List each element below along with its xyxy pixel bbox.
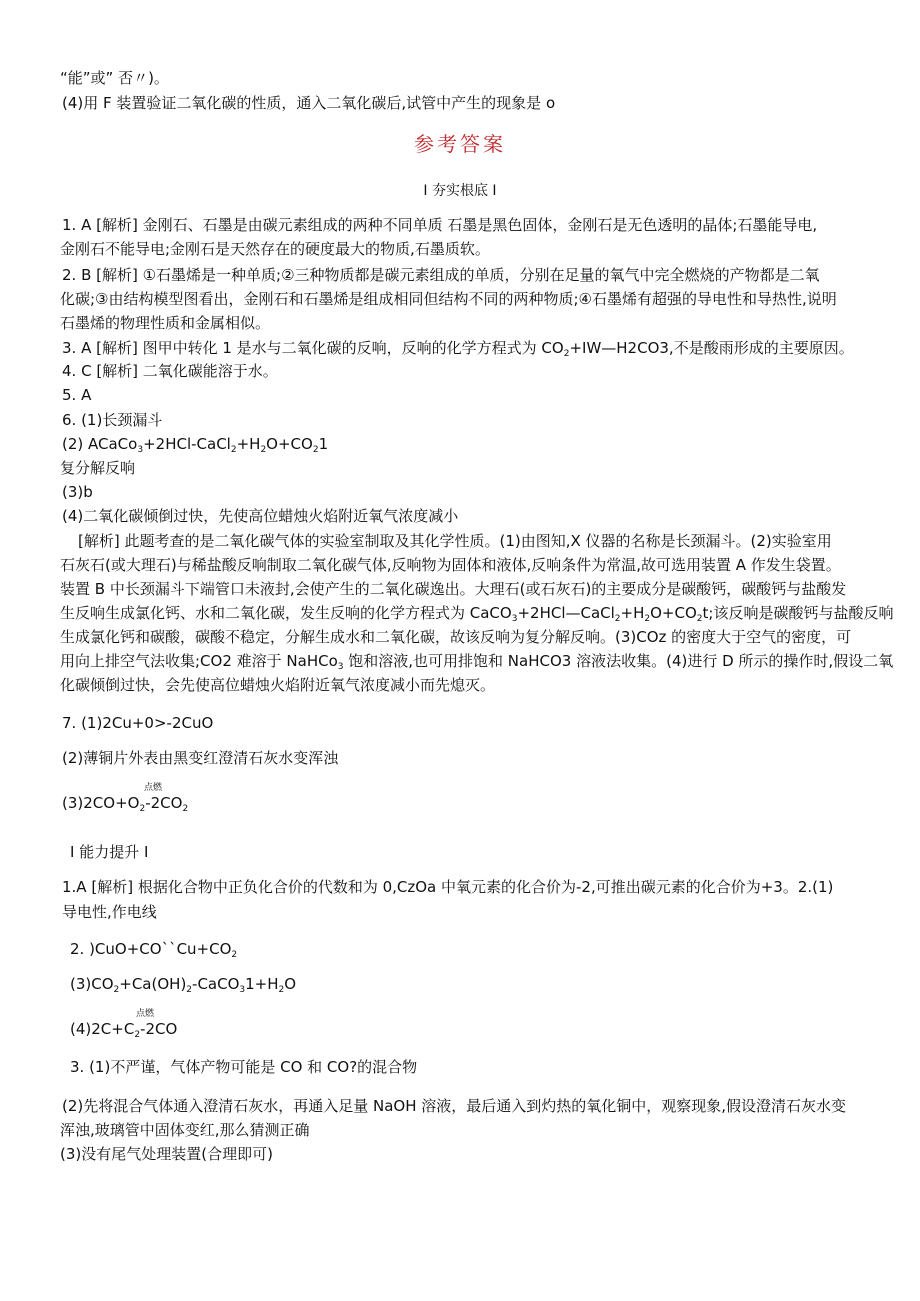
answer-3: 3. A [解析] 图甲中转化 1 是水与二氧化碳的反响，反响的化学方程式为 $CO_2+IW—H2CO3$,不是酸雨形成的主要原因。 bbox=[62, 339, 854, 359]
equation: (2) $ACaCo_3+2HCl-CaCl_2+H_2O+CO_21$ bbox=[62, 435, 329, 455]
section-heading: I 夯实根底 I bbox=[423, 183, 497, 199]
equation: $(3)CO_2+Ca(OH)_2-CaCO_31+H_2O$ bbox=[70, 975, 297, 995]
text-line: (2)先将混合气体通入澄清石灰水，再通入足量 NaOH 溶液，最后通入到灼热的氧化铜中，观察现象,假设澄清石灰水变 bbox=[62, 1097, 847, 1115]
text-line: 石墨烯的物理性质和金属相似。 bbox=[60, 314, 271, 332]
text-line: (4)用 F 装置验证二氧化碳的性质，通入二氧化碳后,试管中产生的现象是 o bbox=[62, 94, 556, 112]
answer-p3: 3. (1)不严谨，气体产物可能是 CO 和 CO?的混合物 bbox=[70, 1058, 418, 1076]
text-line: 导电性,作电线 bbox=[62, 903, 157, 921]
text-line: 浑浊,玻璃管中固体变红,那么猜测正确 bbox=[60, 1121, 310, 1139]
text-line: 石灰石(或大理石)与稀盐酸反响制取二氧化碳气体,反响物为固体和液体,反响条件为常温,故可选用装置 A 作发生袋置。 bbox=[60, 556, 841, 574]
text-line: 化碳;③由结构模型图看出，金刚石和石墨烯是组成相同但结构不同的两种物质;④石墨烯有超强的导电性和导热性,说明 bbox=[60, 290, 837, 308]
section-heading: I 能力提升 I bbox=[70, 843, 149, 861]
text-line: 生反响生成氯化钙、水和二氧化碳，发生反响的化学方程式为 $CaCO_3+2HCl—CaCl_2+H_2O+CO_2t$;该反响是碳酸钙与盐酸反响 bbox=[60, 604, 894, 624]
equation: 2. )$CuO+CO``Cu+CO_2$ bbox=[70, 940, 238, 960]
explanation: [解析] 此题考查的是二氧化碳气体的实验室制取及其化学性质。(1)由图知,X 仪器的名称是长颈漏斗。(2)实验室用 bbox=[78, 532, 832, 550]
text-line: 生成氯化钙和碳酸，碳酸不稳定，分解生成水和二氧化碳，故该反响为复分解反响。(3)COz 的密度大于空气的密度，可 bbox=[60, 628, 852, 646]
text-line: “能”或” 否〃)。 bbox=[60, 69, 169, 87]
text-line: (4)二氧化碳倾倒过快，先使高位蜡烛火焰附近氧气浓度减小 bbox=[62, 507, 459, 525]
text-line: 用向上排空气法收集;CO2 难溶于 NaHCo$_3$ 饱和溶液,也可用排饱和 NaHCO3 溶液法收集。(4)进行 D 所示的操作时,假设二氧 bbox=[60, 652, 894, 672]
text-line: 复分解反响 bbox=[60, 459, 136, 477]
answer-7: 7. (1)2Cu+0>-2CuO bbox=[62, 714, 214, 732]
text-line: 化碳倾倒过快，会先使高位蜡烛火焰附近氧气浓度减小而先熄灭。 bbox=[60, 676, 496, 694]
text-line: (3)没有尾气处理装置(合理即可) bbox=[60, 1145, 273, 1163]
answer-4: 4. C [解析] 二氧化碳能溶于水。 bbox=[62, 362, 278, 380]
answer-p1: 1.A [解析] 根据化合物中正负化合价的代数和为 0,CzOa 中氧元素的化合价为-2,可推出碳元素的化合价为+3。2.(1) bbox=[62, 878, 834, 896]
condition-label: 点燃 bbox=[136, 1009, 155, 1019]
answer-title: 参考答案 bbox=[414, 132, 506, 156]
text-line: (2)薄铜片外表由黑变红澄清石灰水变浑浊 bbox=[62, 749, 339, 767]
text-line: 金刚石不能导电;金刚石是天然存在的硬度最大的物质,石墨质软。 bbox=[60, 240, 490, 258]
answer-1: 1. A [解析] 金刚石、石墨是由碳元素组成的两种不同单质 石墨是黑色固体，金刚石是无色透明的晶体;石墨能导电, bbox=[62, 216, 818, 234]
text-line: 装置 B 中长颈漏斗下端管口未液封,会使产生的二氧化碳逸出。大理石(或石灰石)的主要成分是碳酸钙，碳酸钙与盐酸发 bbox=[60, 580, 847, 598]
answer-6: 6. (1)长颈漏斗 bbox=[62, 411, 163, 429]
text-line: (3)b bbox=[62, 483, 93, 501]
answer-5: 5. A bbox=[62, 386, 92, 404]
answer-2: 2. B [解析] ①石墨烯是一种单质;②三种物质都是碳元素组成的单质，分别在足量的氧气中完全燃烧的产物都是二氧 bbox=[62, 266, 820, 284]
equation: $(4)2C+C_2-2CO$ bbox=[70, 1020, 178, 1040]
condition-label: 点燃 bbox=[144, 783, 163, 793]
equation: $(3)2CO+O_2-2CO_2$ bbox=[62, 794, 189, 814]
